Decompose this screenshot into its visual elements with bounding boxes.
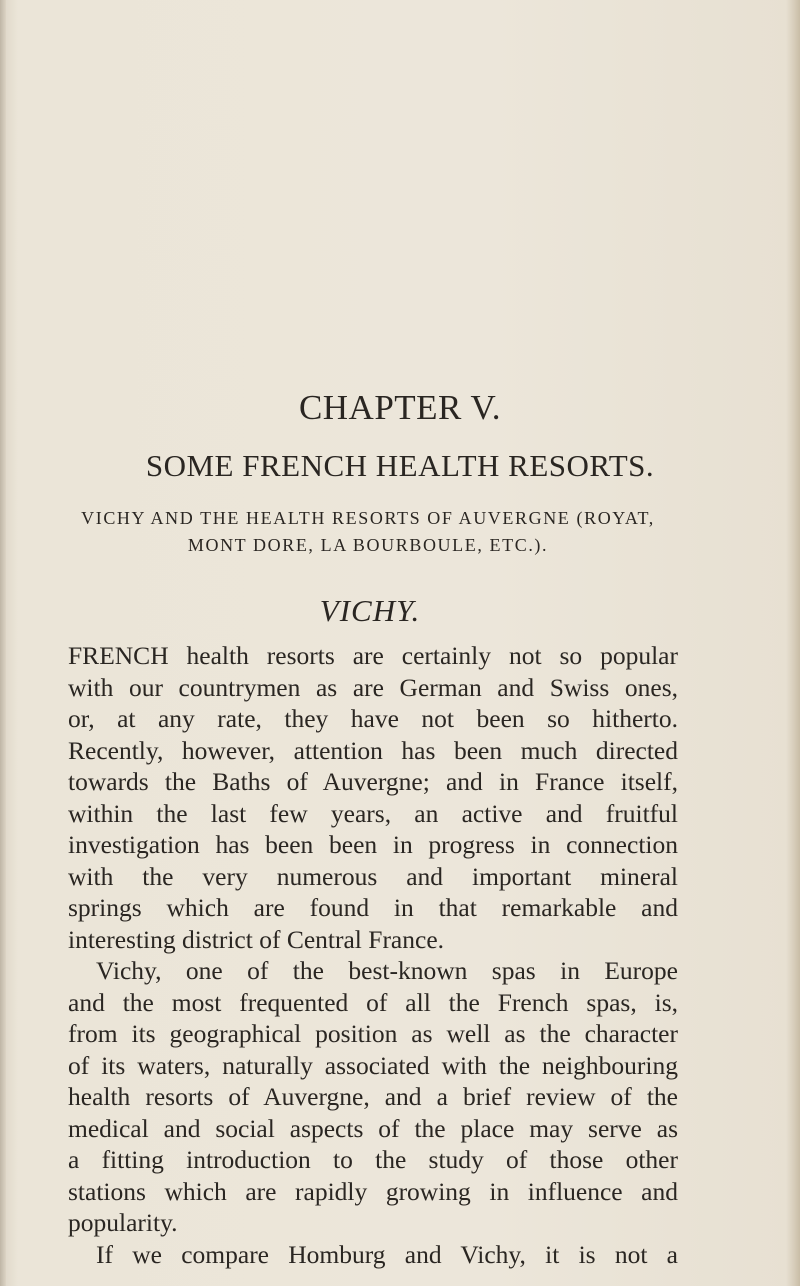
- chapter-heading: CHAPTER V.: [298, 388, 502, 427]
- text-line-16: medical and social aspects of the place may serve as: [68, 1113, 678, 1143]
- text-line-17: a fitting introduction to the study of those other: [68, 1145, 678, 1174]
- text-line-2: with our countrymen as are German and Swiss ones,: [68, 672, 678, 702]
- text-line-20: If we compare Homburg and Vichy, it is not a: [96, 1239, 678, 1269]
- chapter-subtitle-line-1: VICHY AND THE HEALTH RESORTS OF AUVERGNE (ROYAT,: [81, 508, 655, 528]
- text-line-1: FRENCH health resorts are certainly not so popular: [68, 641, 678, 670]
- text-line-19: popularity.: [68, 1208, 178, 1237]
- text-line-15: health resorts of Auvergne, and a brief review of the: [68, 1082, 678, 1111]
- text-line-7: investigation has been been in progress in connection: [68, 830, 678, 859]
- text-line-3: or, at any rate, they have not been so hitherto.: [68, 704, 678, 733]
- text-line-9: springs which are found in that remarkable and: [68, 893, 678, 922]
- page-edge: [786, 0, 800, 1286]
- text-line-5: towards the Baths of Auvergne; and in France itself,: [68, 767, 678, 796]
- text-line-4: Recently, however, attention has been much directed: [68, 735, 678, 765]
- page-gutter-shadow: [0, 0, 6, 1286]
- text-line-11: Vichy, one of the best-known spas in Europe: [96, 956, 678, 985]
- text-line-10: interesting district of Central France.: [68, 924, 445, 954]
- text-line-13: from its geographical position as well as the character: [68, 1019, 678, 1048]
- text-line-18: stations which are rapidly growing in influence and: [68, 1176, 678, 1206]
- text-line-6: within the last few years, an active and fruitful: [68, 798, 678, 828]
- text-line-12: and the most frequented of all the French spas, is,: [68, 987, 678, 1017]
- text-line-8: with the very numerous and important mineral: [68, 861, 678, 891]
- chapter-subtitle-line-2: MONT DORE, LA BOURBOULE, ETC.).: [187, 535, 549, 555]
- chapter-title: SOME FRENCH HEALTH RESORTS.: [145, 448, 655, 483]
- body-text: [68, 640, 678, 1270]
- section-heading: VICHY.: [319, 593, 421, 628]
- text-line-14: of its waters, naturally associated with the neighbouring: [68, 1050, 678, 1080]
- chapter-subtitle: [58, 505, 678, 559]
